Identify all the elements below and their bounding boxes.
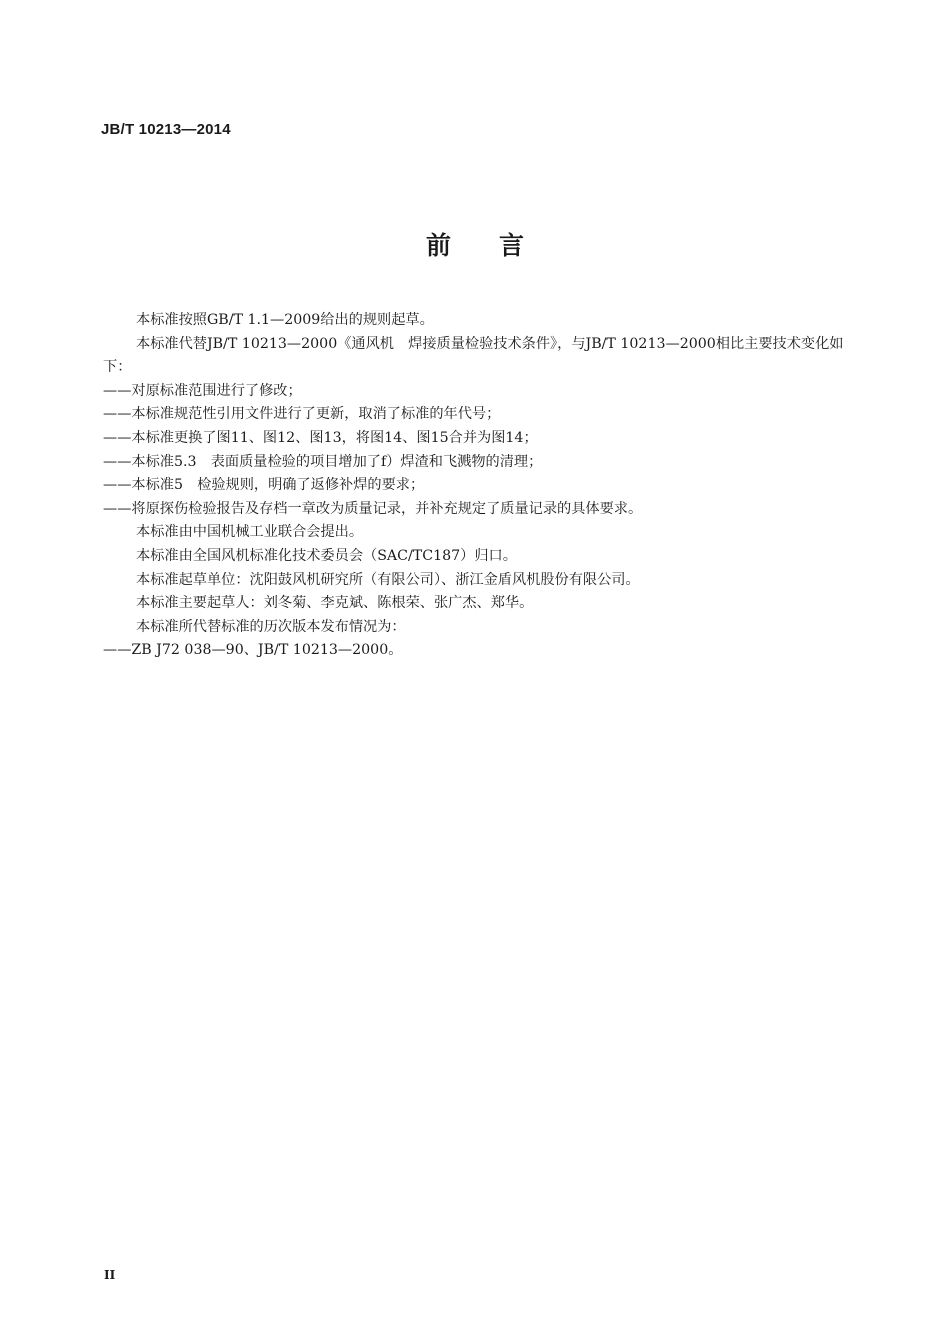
change-item: ——将原探伤检验报告及存档一章改为质量记录，并补充规定了质量记录的具体要求。 (103, 500, 643, 517)
page-number: II (104, 1268, 116, 1282)
change-item: ——本标准5.3 表面质量检验的项目增加了f）焊渣和飞溅物的清理； (103, 453, 543, 470)
paragraph-drafting-rules: 本标准按照GB/T 1.1—2009给出的规则起草。 (136, 312, 434, 328)
change-item: ——本标准5 检验规则，明确了返修补焊的要求； (103, 477, 425, 494)
document-code: JB/T 10213—2014 (101, 121, 231, 138)
paragraph-replacement: 本标准代替JB/T 10213—2000《通风机 焊接质量检验技术条件》，与JB/T 10213—2000相比主要技术变化如下： (103, 335, 844, 376)
change-item: ——本标准规范性引用文件进行了更新，取消了标准的年代号； (103, 406, 501, 423)
paragraph-drafters: 本标准主要起草人：刘冬菊、李克斌、陈根荣、张广杰、郑华。 (136, 595, 534, 612)
change-item: ——本标准更换了图11、图12、图13，将图14、图15合并为图14； (103, 429, 538, 446)
change-item: ——对原标准范围进行了修改； (103, 382, 302, 399)
history-item: ——ZB J72 038—90、JB/T 10213—2000。 (103, 642, 403, 659)
paragraph-proposer: 本标准由中国机械工业联合会提出。 (136, 524, 364, 541)
foreword-body (103, 309, 851, 663)
page-title: 前言 (425, 231, 572, 260)
paragraph-administrator: 本标准由全国风机标准化技术委员会（SAC/TC187）归口。 (136, 547, 517, 564)
paragraph-drafting-units: 本标准起草单位：沈阳鼓风机研究所（有限公司）、浙江金盾风机股份有限公司。 (136, 571, 640, 588)
paragraph-history-intro: 本标准所代替标准的历次版本发布情况为： (136, 618, 406, 635)
